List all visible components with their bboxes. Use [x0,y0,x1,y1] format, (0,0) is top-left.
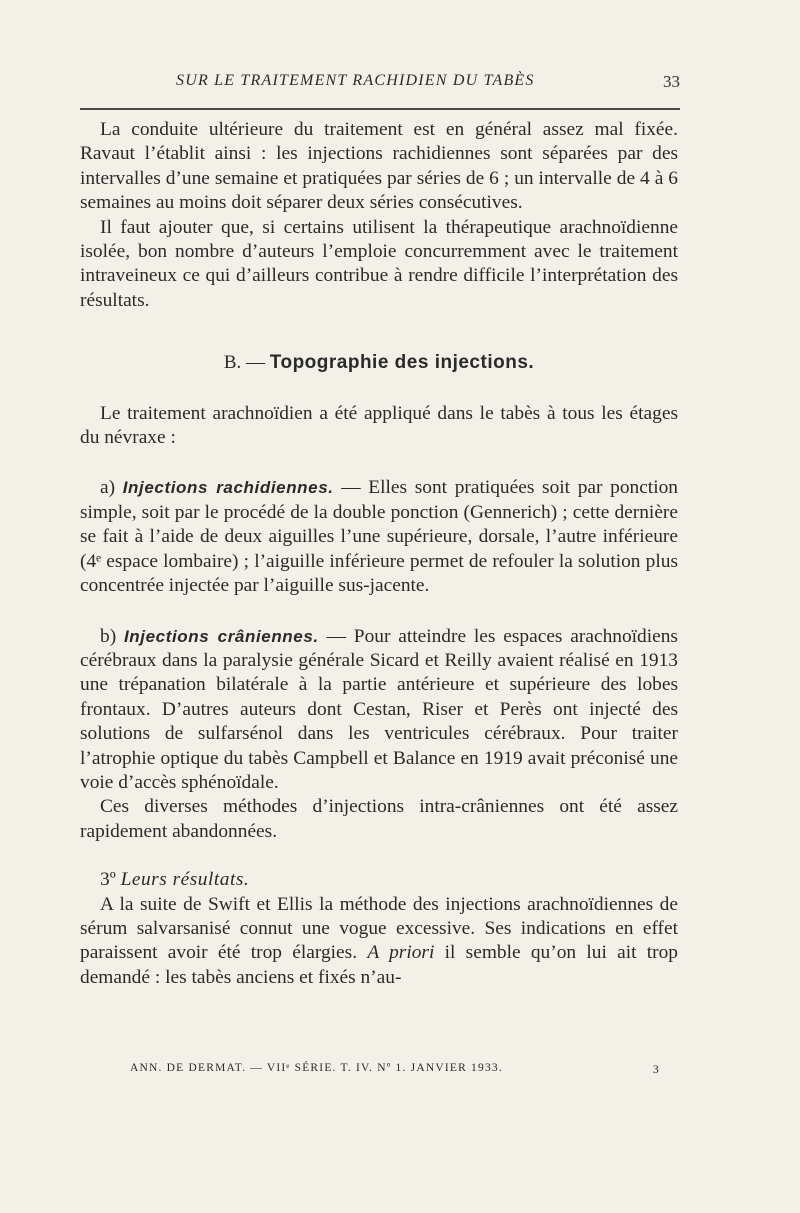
text-rachidiennes: — Elles sont pratiquées soit par ponction simple, soit par le procédé de la double ponction (Gennerich) ; cette dernière se fait à l’aide de deux aiguilles l’une supérieure, dorsale, l’autre inférieure (4ᵉ espace lombaire) ; l’aiguille inférieure permet de refouler la solution plus concentrée injectée par l’aiguille sus-jacente. [80,477,678,597]
paragraph-etages: Le traitement arachnoïdien a été appliqué dans le tabès à tous les étages du névraxe : [80,402,678,449]
paragraph-therapeutique: Il faut ajouter que, si certains utilisent la thérapeutique arachnoïdienne isolée, bon nombre d’auteurs l’emploie concurremment avec le traitement intraveineux ce qui d’ailleurs contribue à rendre difficile l’interprétation des résultats. [80,216,678,311]
page-header [80,72,680,102]
results-heading [80,868,678,892]
paragraph-conduite: La conduite ultérieure du traitement est en général assez mal fixée. Ravaut l’établit ainsi : les injections rachidiennes sont séparées par des intervalles d’une semaine et pratiquées par séries de 6 ; un intervalle de 4 à 6 semaines au moins doit séparer deux séries consécutives. [80,119,678,214]
section-prefix: B. — [223,352,266,374]
page-footer [130,1062,660,1074]
paragraph-injections-rachidiennes [80,476,678,598]
section-title: Topographie des injections. [269,352,535,374]
item-marker-a: a) [100,477,116,499]
signature-mark: 3 [652,1062,660,1076]
page-number: 33 [663,72,680,91]
paragraph-abandonnees: Ces diverses méthodes d’injections intra-crâniennes ont été assez rapidement abandonnées. [80,796,678,842]
results-number: 3º [100,869,116,891]
subheading-craniennes: Injections crâniennes. [123,626,319,646]
body-text [80,118,678,990]
paragraph-swift-ellis [80,893,678,991]
text-swift-ellis-end: il semble qu’on lui ait trop demandé : les tabès anciens et fixés n’au- [80,942,678,988]
item-marker-b: b) [100,625,117,647]
text-craniennes: — Pour atteindre les espaces arachnoïdiens cérébraux dans la paralysie générale Sicard et Reilly avaient réalisé en 1913 une trépanation bilatérale à la partie antérieure et supérieure des lobes frontaux. D’autres auteurs dont Cestan, Riser et Perès ont injecté des solutions de sulfarsénol dans les ventricules cérébraux. Pour traiter l’atrophie optique du tabès Campbell et Balance en 1919 avait préconisé une voie d’accès sphénoïdale. [80,625,678,793]
running-title: SUR LE TRAITEMENT RACHIDIEN DU TABÈS [176,72,535,89]
section-heading-b [80,351,678,375]
subheading-rachidiennes: Injections rachidiennes. [122,478,334,498]
results-title: Leurs résultats. [120,869,250,891]
paragraph-injections-craniennes [80,625,678,796]
header-rule [80,108,680,110]
text-swift-ellis-start: A la suite de Swift et Ellis la méthode des injections arachnoïdiennes de sérum salvarsanisé connut une vogue excessive. Ses indications en effet paraissent avoir été trop élargies. [80,893,678,964]
text-a-priori: A priori [367,942,435,964]
footer-citation: ANN. DE DERMAT. — VIIᵉ SÉRIE. T. IV. Nº 1. JANVIER 1933. [130,1062,503,1074]
